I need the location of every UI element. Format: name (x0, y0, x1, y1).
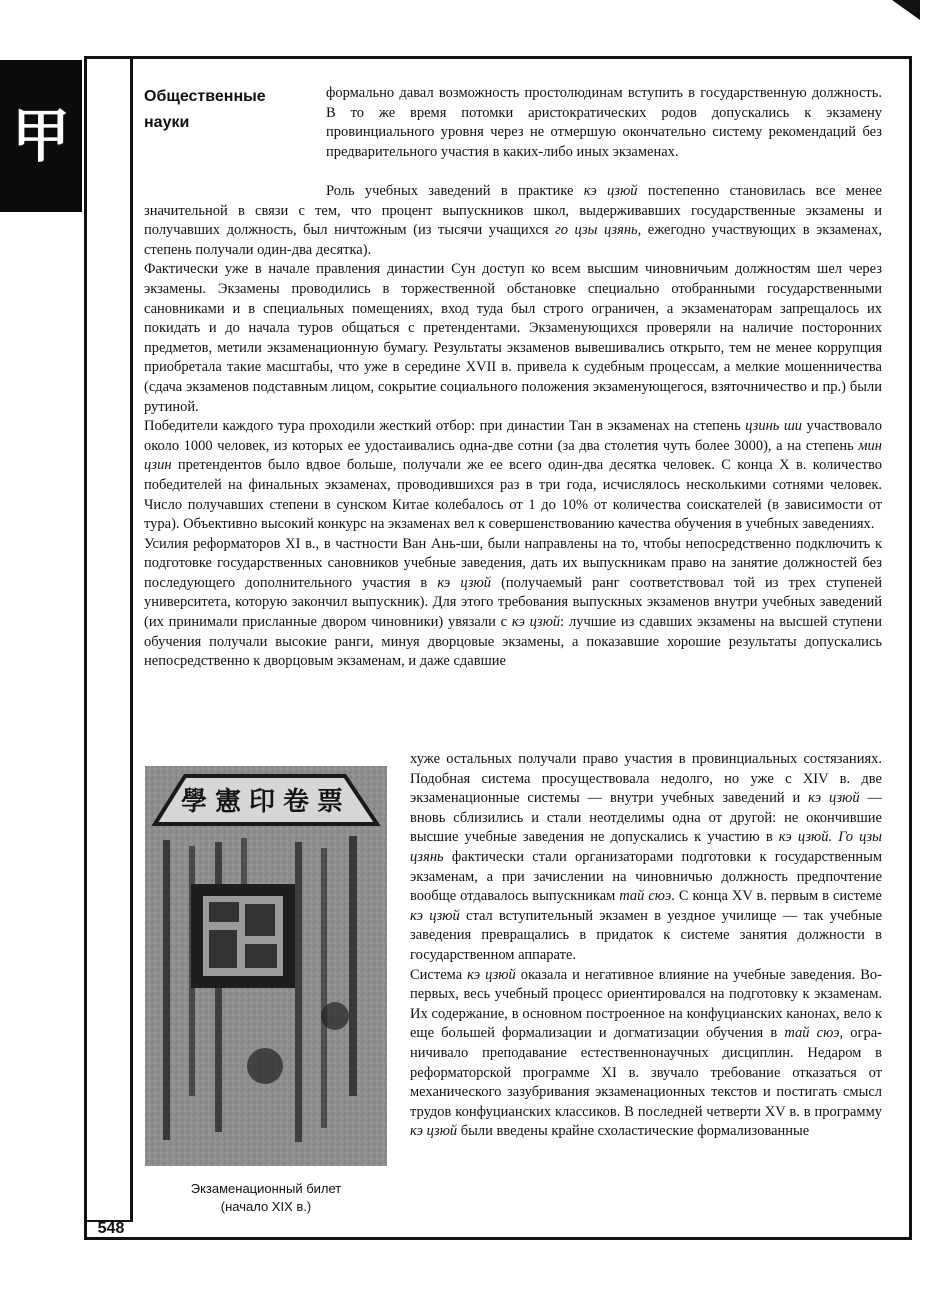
italic-term: тай сюэ (784, 1025, 840, 1042)
text-run: . С конца XV в. первым в системе (671, 888, 882, 905)
italic-term: кэ цзюй (467, 966, 516, 983)
italic-term: кэ цзюй (583, 183, 638, 199)
italic-term: кэ цзюй (511, 614, 561, 631)
paragraph (144, 182, 882, 260)
text-run: постепенно становилась все менее значительной в связи с тем, что процент выпускников школ, выдерживавших государственные экзамены и получавших должность, был ничтожным (из тысячи учащихся (144, 183, 882, 239)
text-run: фактически стали организаторами подготовки к государственным экзаменам, а при зачислении на чиновничью должность предпочтение вообще отдавалось выпускникам (410, 848, 882, 905)
italic-term: кэ цзюй (410, 907, 460, 924)
exam-ticket-image (145, 766, 387, 1166)
text-run: Усилия реформаторов XI в., в частности Ван Ань-ши, были направлены на то, чтобы непосредственно подключить к подготовке государственных сановников учебные заведения, дать их выпускникам право на занятие должностей без последующего дополнительного участия в (144, 535, 882, 591)
exam-ticket-illustration (145, 766, 387, 1166)
italic-term: кэ цзюй (808, 790, 860, 807)
ticket-header-text: 學憲印卷票 (180, 787, 352, 817)
text-run: Победители каждого тура проходили жесткий отбор: при династии Тан в экзаменах на степень (144, 418, 746, 435)
text-run: , ограничивало преподавание естественнонаучных дисциплин. Недаром в реформаторской программе XI в. звучало требование отказаться от механического зазубривания экзаменационных текстов и постигать смысл трудов конфуцианских классиков. В последней четверти XV в. в программу (410, 1025, 882, 1120)
italic-term: кэ цзюй (437, 574, 491, 591)
paragraph (410, 966, 882, 1142)
text-run: были введены крайне схоластические формализованные (457, 1123, 810, 1140)
thumb-index-tab (0, 60, 82, 212)
text-run: участвовало около 1000 человек, из которых ее удостаивались одна-две сотни (за два столетия чуть более 3000), а на степень (144, 418, 882, 454)
intro-column (326, 84, 882, 162)
corner-triangle-mark (892, 0, 920, 20)
text-run: претендентов было вдвое больше, получали же ее всего один-два десятка человек. С конца X в. количество победителей на финальных экзаменах, проводившихся раз в три года, исчислялось несколькими сотнями человек. Число получавших степени в сунском Китае колебалось от 1 до 10% от количества соискателей (в зависимости от тура). Объективно высокий конкурс на экзаменах вел к совершенствованию качества обучения в учебных заведениях. (144, 457, 882, 533)
section-label-line2: науки (144, 114, 190, 131)
text-run: (получаемый ранг соответствовал той из трех ступеней университета, которую закончил выпускник). Для этого требования выпускных экзаменов внутри учебных заведений (их принимали присланные двором чиновники) увязали с (144, 574, 882, 631)
text-run: формально давал возможность простолюдинам вступить в государственную должность. В то же время потомки аристократических родов допускались к экзамену провинциального уровня через не отмершую окончательно систему рекомендаций без предварительного участия в каких-либо иных экзаменах. (326, 85, 882, 160)
text-run: : лучшие из сдавших экзамены на высшей ступени обучения получали высокие ранги, минуя дворцовые экзамены, а показавшие хорошие результаты допускались непосредственно к дворцовым экзаменам, и даже сдавшие (144, 614, 882, 670)
text-run: , ежегодно участвующих в экзаменах, степень получали один-два десятка). (144, 222, 882, 258)
paragraph (144, 535, 882, 672)
margin-rule (130, 58, 133, 1220)
main-text (144, 182, 882, 672)
italic-term: тай сюэ (619, 888, 672, 905)
section-label-line1: Общественные (144, 88, 266, 105)
text-run: Фактически уже в начале правления династии Сун доступ ко всем высшим чиновничьим должностям шел через экзамены. Экзамены проводились в торжественной обстановке специально отобранными государственными сановниками и в специальных помещениях, вход туда был строго ограничен, а экзаменаторам запрещалось их покидать и до начала туров общаться с претендентами. Экзаменующихся проверяли на наличие посторонних предметов, метили экзаменационную бумагу. Результаты экзаменов вывешивались открыто, тем не менее коррупция приобретала такие масштабы, что уже в середине XVII в. привела к судебным процессам, а мелкие мошенничества (сдача экзаменов подставным лицом, сокрытие социального положения экзаменующегося, взяточничество и пр.) были рутиной. (144, 261, 882, 415)
text-run: хуже остальных получали право участия в провинциальных состязаниях. Подобная система просуществовала недолго, но уже с XIV в. две экзаменационные системы — внутри учебных заведений и (410, 751, 882, 807)
text-run: Система (410, 966, 468, 983)
text-run: оказала и негативное влияние на учебные заведения. Во-первых, весь учебный процесс ориентировался на подготовку к экзаменам. Их содержание, в основном построенное на конфуцианских канонах, вело к еще большей формализации и догматизации обучения в (410, 966, 882, 1042)
figure-caption-line2: (начало XIX в.) (220, 1199, 312, 1214)
thumb-index-character: 甲 (11, 102, 70, 170)
text-run: — вновь сблизились и стали неотделимы одна от другой: не окончившие высшие учебные заведения не допускались к участию в (410, 790, 883, 846)
italic-term: кэ цзюй (410, 1123, 458, 1140)
wrapped-text-column (410, 750, 882, 1142)
italic-term: цзинь ши (745, 418, 803, 435)
text-run: стал вступительный экзамен в уездное училище — так учебные заведения превращались в придаток к системе занятия должности в государственном аппарате. (410, 907, 883, 963)
text-run: Роль учебных заведений в практике (326, 183, 584, 199)
paragraph (144, 417, 882, 535)
paragraph (144, 260, 882, 417)
italic-term: го цзы цзянь (555, 222, 638, 239)
figure-caption (140, 1180, 392, 1216)
figure-caption-line1: Экзаменационный билет (190, 1181, 342, 1196)
paragraph (326, 84, 882, 162)
page-number: 548 (97, 1220, 125, 1237)
italic-term: кэ цзюй. Го цзы цзянь (410, 829, 882, 865)
section-label (144, 84, 314, 136)
paragraph (410, 750, 882, 966)
italic-term: мин цзин (144, 437, 882, 474)
